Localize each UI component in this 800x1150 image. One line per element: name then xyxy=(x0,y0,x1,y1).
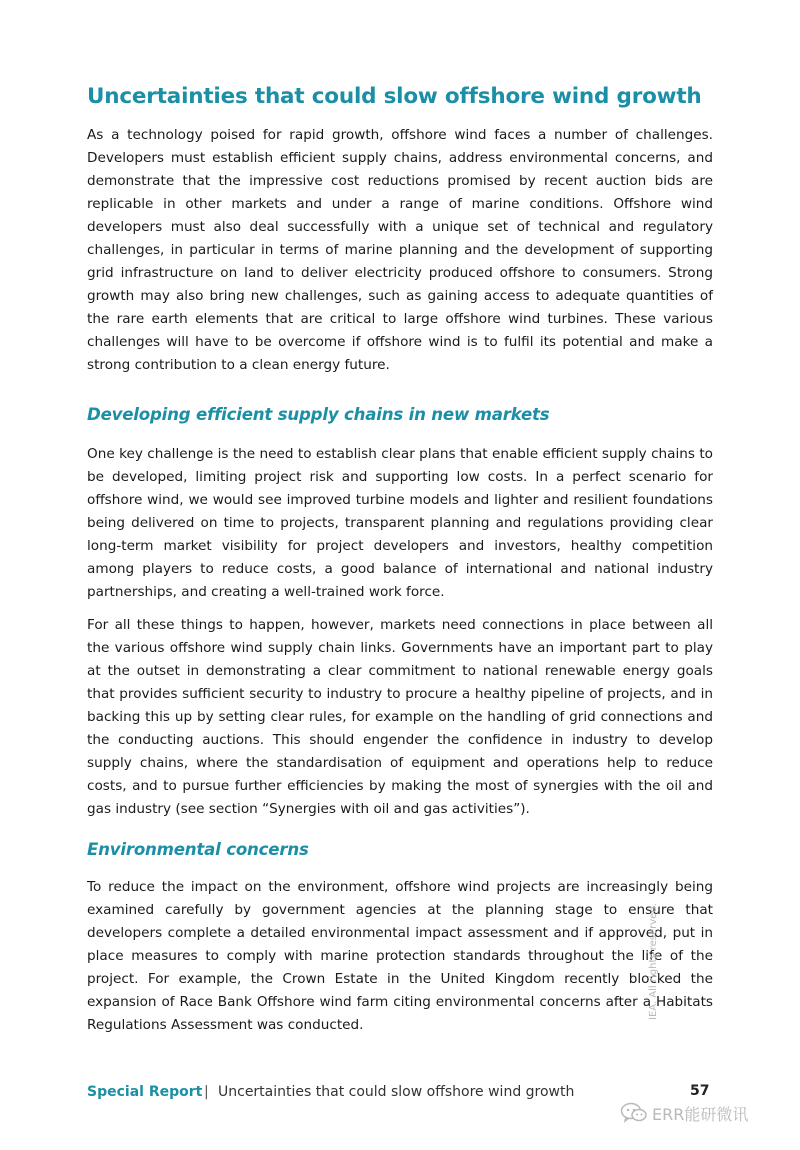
supply-chains-paragraph-2: For all these things to happen, however, markets need connections in place between all the various offshore wind supply chain links. Governments have an important part to play at the outset in demonstrating a clear commitment to national renewable energy goals that provides sufficient security to industry to procure a healthy pipeline of projects, and in backing this up by setting clear rules, for example on the handling of grid connections and the conducting auctions. This should engender the confidence in industry to develop supply chains, where the standardisation of equipment and operations help to reduce costs, and to pursue further efficiencies by making the most of synergies with the oil and gas industry (see section “Synergies with oil and gas activities”). xyxy=(87,617,713,817)
side-copyright-notice: IEA. All rights reserved. xyxy=(648,903,659,1020)
section-heading-environmental: Environmental concerns xyxy=(87,840,309,859)
page-number: 57 xyxy=(690,1083,710,1099)
wechat-watermark xyxy=(620,1100,748,1126)
wechat-icon xyxy=(620,1102,648,1124)
footer-chapter-title: Uncertainties that could slow offshore wind growth xyxy=(218,1084,575,1100)
environmental-paragraph-1: To reduce the impact on the environment, offshore wind projects are increasingly being examined carefully by government agencies at the planning stage to ensure that developers complete a detailed environmental impact assessment and if approved, put in place measures to comply with marine protection standards throughout the life of the project. For example, the Crown Estate in the United Kingdom recently blocked the expansion of Race Bank Offshore wind farm citing environmental concerns after a Habitats Regulations Assessment was conducted. xyxy=(87,879,713,1033)
footer-report-name: Special Report xyxy=(87,1084,203,1100)
section-heading-supply-chains: Developing efficient supply chains in new markets xyxy=(87,405,550,424)
page-title: Uncertainties that could slow offshore wind growth xyxy=(87,84,702,109)
footer-separator: | xyxy=(204,1084,209,1100)
intro-paragraph: As a technology poised for rapid growth, offshore wind faces a number of challenges. Developers must establish efficient supply chains, address environmental concerns, and demonstrate that the impressive cost reductions promised by recent auction bids are replicable in other markets and under a range of marine conditions. Offshore wind developers must also deal successfully with a unique set of technical and regulatory challenges, in particular in terms of marine planning and the development of supporting grid infrastructure on land to deliver electricity produced offshore to consumers. Strong growth may also bring new challenges, such as gaining access to adequate quantities of the rare earth elements that are critical to large offshore wind turbines. These various challenges will have to be overcome if offshore wind is to fulfil its potential and make a strong contribution to a clean energy future. xyxy=(87,127,713,373)
watermark-text: ERR能研微讯 xyxy=(652,1104,749,1124)
supply-chains-paragraph-1: One key challenge is the need to establish clear plans that enable efficient supply chains to be developed, limiting project risk and supporting low costs. In a perfect scenario for offshore wind, we would see improved turbine models and lighter and resilient foundations being delivered on time to projects, transparent planning and regulations providing clear long-term market visibility for project developers and investors, healthy competition among players to reduce costs, a good balance of international and national industry partnerships, and creating a well-trained work force. xyxy=(87,446,713,600)
